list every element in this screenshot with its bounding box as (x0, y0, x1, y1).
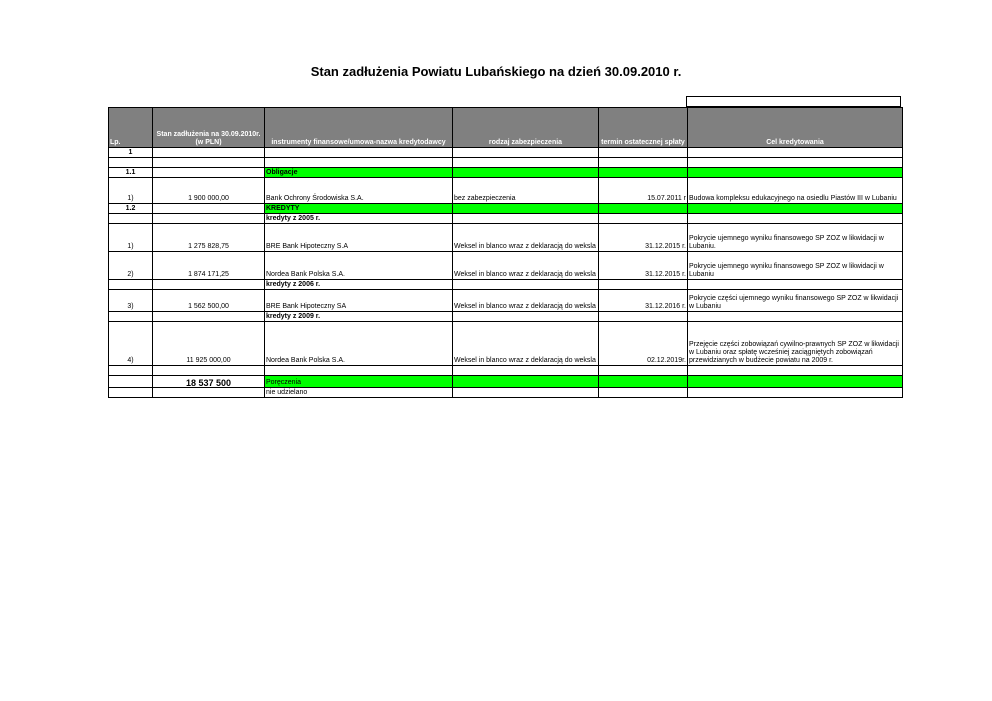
row-amount: 1 562 500,00 (153, 290, 265, 312)
row-amount: 1 275 828,75 (153, 224, 265, 252)
row-lp: 1) (109, 178, 153, 204)
row-cel: Pokrycie ujemnego wyniku finansowego SP ZOZ w likwidacji w Lubaniu. (688, 224, 903, 252)
row-termin: 31.12.2015 r. (599, 252, 688, 280)
row-zabezpieczenie: Weksel in blanco wraz z deklaracją do weksla (453, 322, 599, 366)
table-row (109, 224, 903, 252)
poreczenia-label: Poręczenia (265, 376, 453, 388)
row-lp: 2) (109, 252, 153, 280)
section-lp: 1.1 (109, 168, 153, 178)
row-amount: 1 900 000,00 (153, 178, 265, 204)
row-cel: Pokrycie ujemnego wyniku finansowego SP ZOZ w likwidacji w Lubaniu (688, 252, 903, 280)
row-bank: Bank Ochrony Środowiska S.A. (265, 178, 453, 204)
row-termin: 15.07.2011 r (599, 178, 688, 204)
row-termin: 31.12.2015 r. (599, 224, 688, 252)
row-lp: 3) (109, 290, 153, 312)
header-row (109, 108, 903, 148)
header-cel: Cel kredytowania (688, 108, 903, 148)
header-top-box (686, 96, 901, 107)
subsection-row (109, 214, 903, 224)
total-row (109, 376, 903, 388)
subsection-label: kredyty z 2009 r. (265, 312, 453, 322)
row-bank: BRE Bank Hipoteczny S.A (265, 224, 453, 252)
row-termin: 31.12.2016 r. (599, 290, 688, 312)
header-instrumenty: instrumenty finansowe/umowa-nazwa kredytodawcy (265, 108, 453, 148)
empty-row (109, 366, 903, 376)
nie-udzielano-text: nie udzielano (265, 388, 453, 398)
table-row (109, 322, 903, 366)
total-amount: 18 537 500 (153, 376, 265, 388)
section-label: KREDYTY (265, 204, 453, 214)
debt-table (108, 107, 903, 398)
row-cel: Przejęcie części zobowiązań cywilno-prawnych SP ZOZ w likwidacji w Lubaniu oraz spłatę wcześniej zaciągniętych zobowiązań przewidzianych w budżecie powiatu na 2009 r. (688, 322, 903, 366)
row-cel: Budowa kompleksu edukacyjnego na osiedlu Piastów III w Lubaniu (688, 178, 903, 204)
table-row (109, 388, 903, 398)
subsection-label: kredyty z 2006 r. (265, 280, 453, 290)
section-lp: 1.2 (109, 204, 153, 214)
page-title: Stan zadłużenia Powiatu Lubańskiego na dzień 30.09.2010 r. (310, 64, 682, 79)
row-zabezpieczenie: Weksel in blanco wraz z deklaracją do weksla (453, 252, 599, 280)
section-label: Obligacje (265, 168, 453, 178)
header-termin: termin ostatecznej spłaty (599, 108, 688, 148)
row-lp: 4) (109, 322, 153, 366)
row-amount: 1 874 171,25 (153, 252, 265, 280)
table-row (109, 290, 903, 312)
row-amount: 11 925 000,00 (153, 322, 265, 366)
row-lp: 1) (109, 224, 153, 252)
table-row (109, 252, 903, 280)
table-row (109, 178, 903, 204)
header-stan: Stan zadłużenia na 30.09.2010r. (w PLN) (153, 108, 265, 148)
section-row-kredyty (109, 204, 903, 214)
row-cel: Pokrycie części ujemnego wyniku finansowego SP ZOZ w likwidacji w Lubaniu (688, 290, 903, 312)
row-zabezpieczenie: bez zabezpieczenia (453, 178, 599, 204)
header-rodzaj: rodzaj zabezpieczenia (453, 108, 599, 148)
subsection-label: kredyty z 2005 r. (265, 214, 453, 224)
header-lp: Lp. (109, 108, 153, 148)
row-termin: 02.12.2019r. (599, 322, 688, 366)
column-number: 1 (109, 148, 153, 158)
row-zabezpieczenie: Weksel in blanco wraz z deklaracją do weksla (453, 290, 599, 312)
column-number-row (109, 148, 903, 158)
section-row-obligacje (109, 168, 903, 178)
subsection-row (109, 312, 903, 322)
row-zabezpieczenie: Weksel in blanco wraz z deklaracją do weksla (453, 224, 599, 252)
row-bank: Nordea Bank Polska S.A. (265, 252, 453, 280)
row-bank: Nordea Bank Polska S.A. (265, 322, 453, 366)
subsection-row (109, 280, 903, 290)
empty-row (109, 158, 903, 168)
row-bank: BRE Bank Hipoteczny SA (265, 290, 453, 312)
